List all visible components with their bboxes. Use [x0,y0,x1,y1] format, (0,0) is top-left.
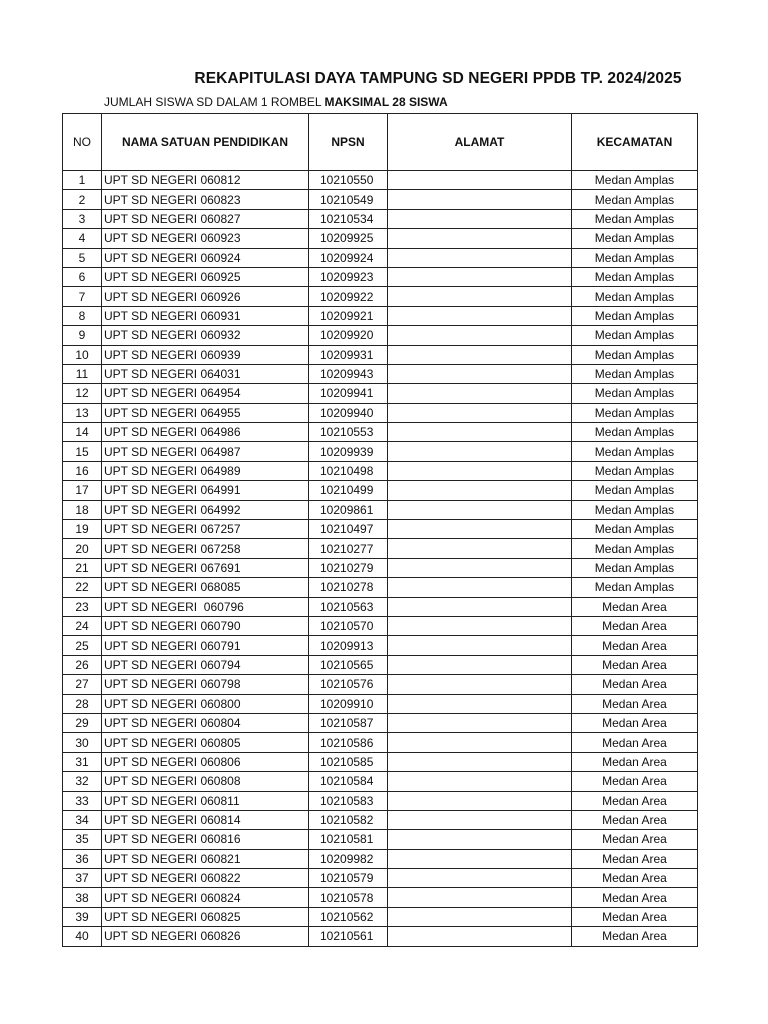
column-header-nama: NAMA SATUAN PENDIDIKAN [102,114,309,171]
cell-nama-satuan: UPT SD NEGERI 060939 [102,345,309,364]
table-row [63,558,698,577]
cell-alamat [388,461,572,480]
cell-no: 25 [63,636,102,655]
cell-kecamatan: Medan Amplas [572,326,698,345]
cell-no: 18 [63,500,102,519]
table-body [63,171,698,947]
table-row [63,345,698,364]
cell-nama-satuan: UPT SD NEGERI 060798 [102,675,309,694]
cell-nama-satuan: UPT SD NEGERI 060824 [102,888,309,907]
cell-no: 14 [63,423,102,442]
table-row [63,713,698,732]
cell-nama-satuan: UPT SD NEGERI 060923 [102,229,309,248]
cell-kecamatan: Medan Area [572,655,698,674]
table-row [63,636,698,655]
cell-alamat [388,558,572,577]
cell-kecamatan: Medan Area [572,810,698,829]
column-header-npsn: NPSN [309,114,388,171]
table-row [63,772,698,791]
cell-npsn: 10210561 [309,927,388,946]
cell-no: 6 [63,267,102,286]
cell-kecamatan: Medan Area [572,713,698,732]
cell-no: 9 [63,326,102,345]
cell-no: 16 [63,461,102,480]
cell-no: 1 [63,171,102,190]
cell-alamat [388,248,572,267]
table-row [63,287,698,306]
table-row [63,655,698,674]
cell-no: 20 [63,539,102,558]
cell-no: 37 [63,869,102,888]
cell-nama-satuan: UPT SD NEGERI 060808 [102,772,309,791]
cell-kecamatan: Medan Amplas [572,500,698,519]
cell-no: 35 [63,830,102,849]
cell-kecamatan: Medan Amplas [572,209,698,228]
cell-alamat [388,752,572,771]
cell-alamat [388,713,572,732]
cell-no: 40 [63,927,102,946]
table-row [63,907,698,926]
cell-kecamatan: Medan Area [572,888,698,907]
cell-npsn: 10210563 [309,597,388,616]
document-subtitle [104,95,448,109]
cell-alamat [388,888,572,907]
cell-npsn: 10209910 [309,694,388,713]
cell-nama-satuan: UPT SD NEGERI 060806 [102,752,309,771]
cell-nama-satuan: UPT SD NEGERI 060822 [102,869,309,888]
table-row [63,578,698,597]
cell-no: 22 [63,578,102,597]
cell-nama-satuan: UPT SD NEGERI 067258 [102,539,309,558]
cell-alamat [388,209,572,228]
cell-nama-satuan: UPT SD NEGERI 060924 [102,248,309,267]
cell-npsn: 10210534 [309,209,388,228]
table-row [63,888,698,907]
cell-npsn: 10210549 [309,190,388,209]
cell-nama-satuan: UPT SD NEGERI 060931 [102,306,309,325]
table-row [63,752,698,771]
cell-alamat [388,481,572,500]
cell-npsn: 10210497 [309,520,388,539]
cell-no: 33 [63,791,102,810]
table-row [63,209,698,228]
cell-alamat [388,384,572,403]
document-title: REKAPITULASI DAYA TAMPUNG SD NEGERI PPDB TP. 2024/2025 [194,70,682,87]
cell-kecamatan: Medan Area [572,772,698,791]
cell-npsn: 10209924 [309,248,388,267]
cell-nama-satuan: UPT SD NEGERI 060925 [102,267,309,286]
cell-alamat [388,267,572,286]
cell-alamat [388,520,572,539]
cell-kecamatan: Medan Amplas [572,423,698,442]
cell-no: 11 [63,364,102,383]
cell-npsn: 10210586 [309,733,388,752]
table-row [63,267,698,286]
subtitle-prefix: JUMLAH SISWA SD DALAM 1 ROMBEL [104,95,325,109]
cell-no: 19 [63,520,102,539]
table-row [63,830,698,849]
cell-npsn: 10210581 [309,830,388,849]
cell-nama-satuan: UPT SD NEGERI 060814 [102,810,309,829]
cell-no: 27 [63,675,102,694]
cell-nama-satuan: UPT SD NEGERI 060804 [102,713,309,732]
cell-no: 10 [63,345,102,364]
cell-nama-satuan: UPT SD NEGERI 060812 [102,171,309,190]
cell-nama-satuan: UPT SD NEGERI 064991 [102,481,309,500]
cell-alamat [388,616,572,635]
cell-alamat [388,306,572,325]
table-row [63,442,698,461]
cell-no: 34 [63,810,102,829]
cell-nama-satuan: UPT SD NEGERI 060811 [102,791,309,810]
cell-npsn: 10210583 [309,791,388,810]
cell-no: 24 [63,616,102,635]
table-row [63,229,698,248]
column-header-alamat: ALAMAT [388,114,572,171]
cell-npsn: 10210587 [309,713,388,732]
table-row [63,423,698,442]
cell-npsn: 10209923 [309,267,388,286]
cell-kecamatan: Medan Amplas [572,306,698,325]
table-row [63,248,698,267]
cell-alamat [388,500,572,519]
cell-kecamatan: Medan Amplas [572,190,698,209]
cell-npsn: 10209922 [309,287,388,306]
cell-alamat [388,442,572,461]
cell-npsn: 10209861 [309,500,388,519]
cell-npsn: 10210278 [309,578,388,597]
cell-npsn: 10210578 [309,888,388,907]
cell-no: 2 [63,190,102,209]
cell-alamat [388,810,572,829]
cell-nama-satuan: UPT SD NEGERI 067257 [102,520,309,539]
cell-alamat [388,907,572,926]
cell-nama-satuan: UPT SD NEGERI 060926 [102,287,309,306]
cell-nama-satuan: UPT SD NEGERI 060790 [102,616,309,635]
cell-kecamatan: Medan Amplas [572,229,698,248]
cell-nama-satuan: UPT SD NEGERI 064955 [102,403,309,422]
cell-npsn: 10210277 [309,539,388,558]
cell-npsn: 10209943 [309,364,388,383]
cell-no: 5 [63,248,102,267]
cell-no: 3 [63,209,102,228]
cell-kecamatan: Medan Area [572,791,698,810]
cell-no: 17 [63,481,102,500]
cell-nama-satuan: UPT SD NEGERI 060800 [102,694,309,713]
cell-npsn: 10210562 [309,907,388,926]
table-row [63,791,698,810]
cell-npsn: 10210550 [309,171,388,190]
cell-kecamatan: Medan Area [572,907,698,926]
table-row [63,849,698,868]
cell-alamat [388,869,572,888]
cell-alamat [388,287,572,306]
cell-kecamatan: Medan Area [572,927,698,946]
capacity-table [62,113,698,947]
cell-kecamatan: Medan Area [572,636,698,655]
cell-alamat [388,171,572,190]
cell-npsn: 10209925 [309,229,388,248]
table-row [63,616,698,635]
cell-nama-satuan: UPT SD NEGERI 060805 [102,733,309,752]
cell-npsn: 10210565 [309,655,388,674]
cell-npsn: 10209982 [309,849,388,868]
cell-kecamatan: Medan Area [572,733,698,752]
cell-alamat [388,345,572,364]
cell-kecamatan: Medan Amplas [572,578,698,597]
cell-no: 39 [63,907,102,926]
cell-alamat [388,326,572,345]
cell-no: 36 [63,849,102,868]
cell-nama-satuan: UPT SD NEGERI 064992 [102,500,309,519]
cell-npsn: 10210499 [309,481,388,500]
cell-kecamatan: Medan Amplas [572,520,698,539]
cell-npsn: 10210570 [309,616,388,635]
cell-kecamatan: Medan Amplas [572,481,698,500]
cell-no: 30 [63,733,102,752]
cell-nama-satuan: UPT SD NEGERI 064989 [102,461,309,480]
cell-no: 23 [63,597,102,616]
table-header-row [63,114,698,171]
cell-no: 21 [63,558,102,577]
table-row [63,520,698,539]
cell-alamat [388,636,572,655]
cell-nama-satuan: UPT SD NEGERI 060825 [102,907,309,926]
cell-no: 31 [63,752,102,771]
cell-nama-satuan: UPT SD NEGERI 060826 [102,927,309,946]
cell-npsn: 10210498 [309,461,388,480]
cell-alamat [388,423,572,442]
cell-no: 28 [63,694,102,713]
column-header-kecamatan: KECAMATAN [572,114,698,171]
cell-no: 13 [63,403,102,422]
cell-kecamatan: Medan Area [572,597,698,616]
cell-no: 32 [63,772,102,791]
table-row [63,190,698,209]
cell-kecamatan: Medan Amplas [572,171,698,190]
cell-alamat [388,733,572,752]
cell-alamat [388,403,572,422]
cell-alamat [388,694,572,713]
table-row [63,810,698,829]
cell-nama-satuan: UPT SD NEGERI 064986 [102,423,309,442]
cell-nama-satuan: UPT SD NEGERI 064987 [102,442,309,461]
table-row [63,384,698,403]
table-row [63,597,698,616]
cell-alamat [388,849,572,868]
table-row [63,171,698,190]
cell-nama-satuan: UPT SD NEGERI 064031 [102,364,309,383]
cell-kecamatan: Medan Area [572,616,698,635]
cell-no: 15 [63,442,102,461]
table-row [63,461,698,480]
cell-nama-satuan: UPT SD NEGERI 060821 [102,849,309,868]
cell-no: 12 [63,384,102,403]
cell-kecamatan: Medan Amplas [572,539,698,558]
cell-kecamatan: Medan Amplas [572,384,698,403]
cell-kecamatan: Medan Amplas [572,267,698,286]
cell-npsn: 10209939 [309,442,388,461]
table-row [63,481,698,500]
cell-npsn: 10210576 [309,675,388,694]
cell-no: 38 [63,888,102,907]
cell-npsn: 10210585 [309,752,388,771]
cell-alamat [388,791,572,810]
cell-npsn: 10209931 [309,345,388,364]
cell-kecamatan: Medan Amplas [572,558,698,577]
table-row [63,869,698,888]
cell-alamat [388,655,572,674]
subtitle-bold: MAKSIMAL 28 SISWA [324,95,448,109]
cell-nama-satuan: UPT SD NEGERI 060827 [102,209,309,228]
cell-nama-satuan: UPT SD NEGERI 060794 [102,655,309,674]
table-row [63,733,698,752]
cell-npsn: 10209921 [309,306,388,325]
cell-alamat [388,675,572,694]
cell-kecamatan: Medan Area [572,694,698,713]
cell-kecamatan: Medan Area [572,752,698,771]
cell-alamat [388,830,572,849]
cell-npsn: 10210553 [309,423,388,442]
table-row [63,675,698,694]
cell-nama-satuan: UPT SD NEGERI 068085 [102,578,309,597]
cell-no: 8 [63,306,102,325]
cell-nama-satuan: UPT SD NEGERI 060816 [102,830,309,849]
cell-nama-satuan: UPT SD NEGERI 060932 [102,326,309,345]
table-row [63,694,698,713]
cell-nama-satuan: UPT SD NEGERI 060796 [102,597,309,616]
cell-no: 26 [63,655,102,674]
cell-kecamatan: Medan Amplas [572,287,698,306]
cell-kecamatan: Medan Amplas [572,364,698,383]
table-row [63,927,698,946]
table-row [63,326,698,345]
cell-npsn: 10209940 [309,403,388,422]
table-row [63,539,698,558]
cell-npsn: 10209941 [309,384,388,403]
cell-npsn: 10209913 [309,636,388,655]
cell-nama-satuan: UPT SD NEGERI 067691 [102,558,309,577]
cell-alamat [388,539,572,558]
cell-kecamatan: Medan Amplas [572,345,698,364]
table-row [63,364,698,383]
cell-kecamatan: Medan Amplas [572,461,698,480]
cell-npsn: 10209920 [309,326,388,345]
cell-alamat [388,364,572,383]
cell-kecamatan: Medan Amplas [572,442,698,461]
cell-npsn: 10210584 [309,772,388,791]
cell-kecamatan: Medan Area [572,675,698,694]
cell-alamat [388,772,572,791]
column-header-no: NO [63,114,102,171]
cell-no: 7 [63,287,102,306]
cell-nama-satuan: UPT SD NEGERI 060791 [102,636,309,655]
cell-alamat [388,597,572,616]
cell-kecamatan: Medan Area [572,869,698,888]
cell-npsn: 10210579 [309,869,388,888]
cell-alamat [388,229,572,248]
cell-no: 29 [63,713,102,732]
table-row [63,403,698,422]
cell-kecamatan: Medan Amplas [572,403,698,422]
table-row [63,500,698,519]
cell-alamat [388,578,572,597]
cell-kecamatan: Medan Area [572,849,698,868]
cell-kecamatan: Medan Amplas [572,248,698,267]
cell-alamat [388,190,572,209]
cell-npsn: 10210279 [309,558,388,577]
cell-nama-satuan: UPT SD NEGERI 060823 [102,190,309,209]
cell-nama-satuan: UPT SD NEGERI 064954 [102,384,309,403]
table-row [63,306,698,325]
cell-alamat [388,927,572,946]
cell-npsn: 10210582 [309,810,388,829]
cell-kecamatan: Medan Area [572,830,698,849]
cell-no: 4 [63,229,102,248]
